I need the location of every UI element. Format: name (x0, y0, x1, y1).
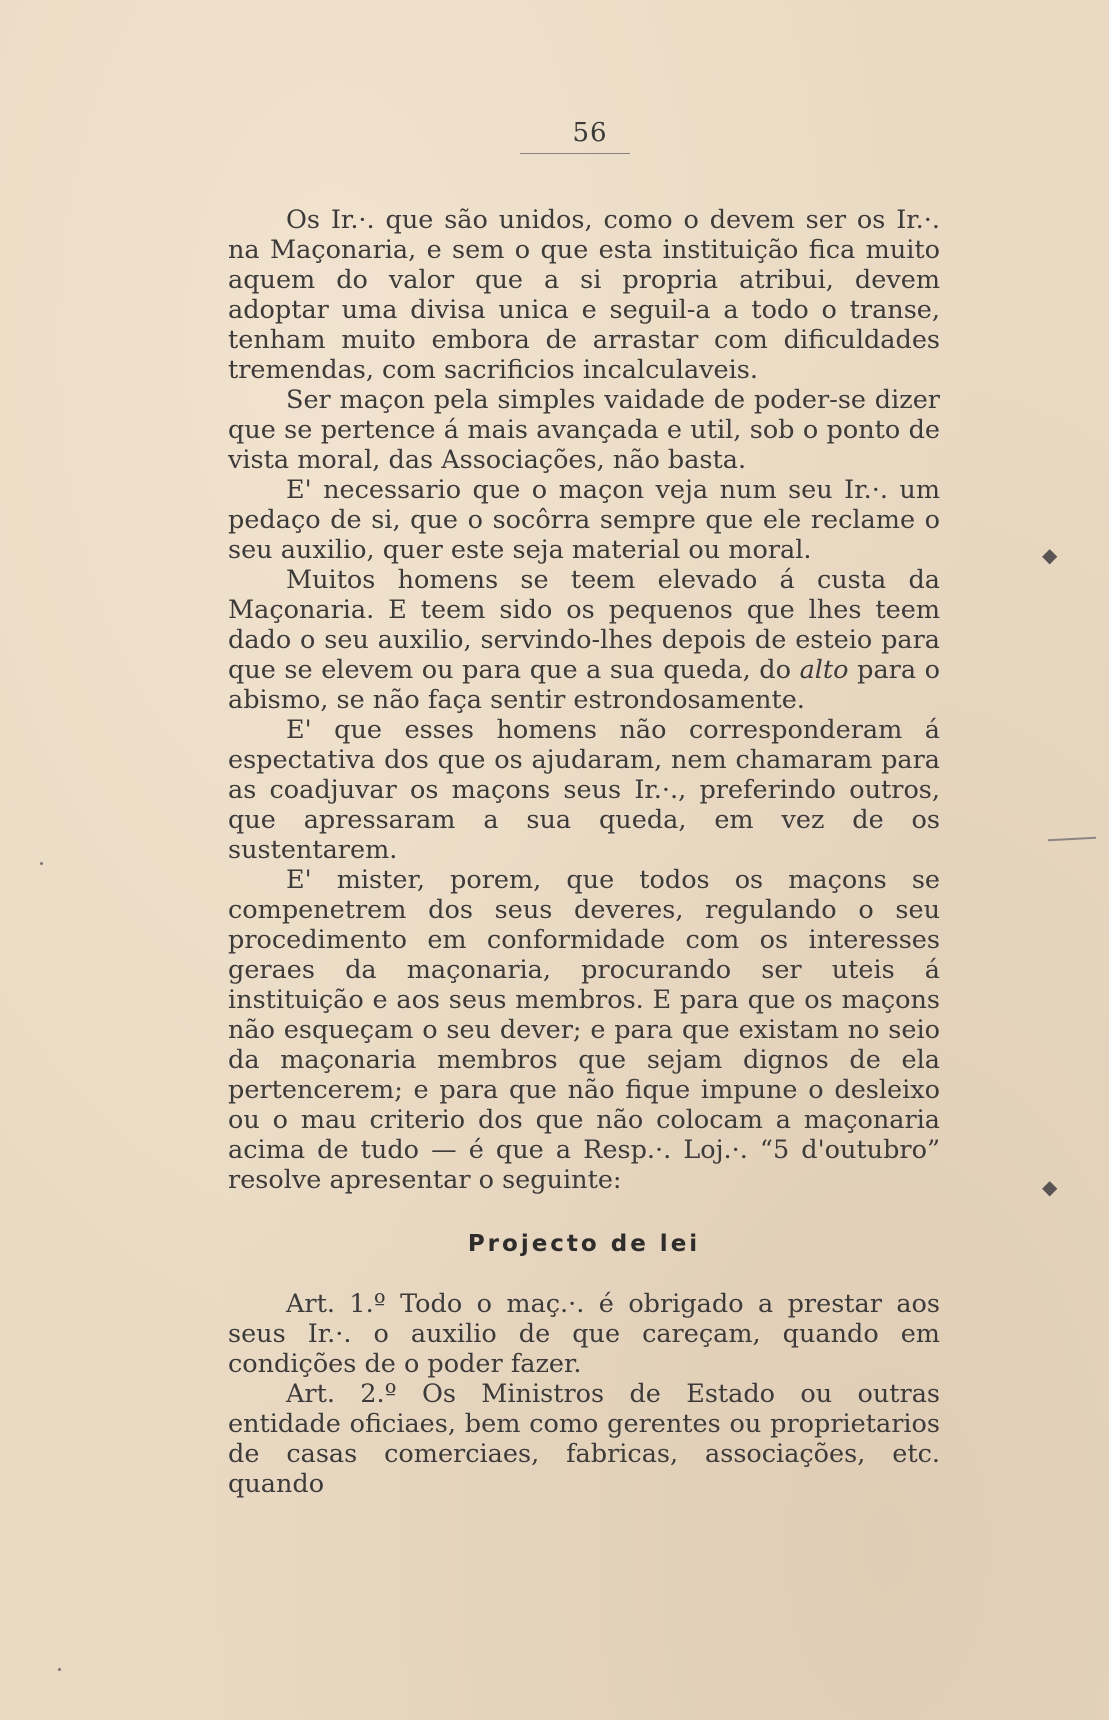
paragraph-3: E' necessario que o maçon veja num seu Ir.·. um pedaço de si, que o socôrra sempre que ele reclame o seu auxilio, quer este seja material ou moral. (228, 475, 940, 565)
margin-diamond-icon: ◆ (1042, 1175, 1058, 1199)
paragraph-4 (228, 565, 940, 715)
paragraph-6: E' mister, porem, que todos os maçons se compenetrem dos seus deveres, regulando o seu procedimento em conformidade com os interesses geraes da maçonaria, procurando ser uteis á instituição e aos seus membros. E para que os maçons não esqueçam o seu dever; e para que existam no seio da maçonaria membros que sejam dignos de ela pertencerem; e para que não fique impune o desleixo ou o mau criterio dos que não colocam a maçonaria acima de tudo — é que a Resp.·. Loj.·. “5 d'outubro” resolve apresentar o seguinte: (228, 865, 940, 1195)
paragraph-4-before: Muitos homens se teem elevado á custa da Maçonaria. E teem sido os pequenos que lhes teem dado o seu auxilio, servindo-lhes depois de esteio para que se elevem ou para que a sua queda, do (228, 565, 940, 685)
body-text (228, 205, 940, 1499)
article-2: Art. 2.º Os Ministros de Estado ou outras entidade oficiaes, bem como gerentes ou proprietarios de casas comerciaes, fabricas, associações, etc. quando (228, 1379, 940, 1499)
articles (228, 1289, 940, 1499)
paragraph-4-after: para o abismo, se não faça sentir estrondosamente. (228, 655, 940, 715)
article-1: Art. 1.º Todo o maç.·. é obrigado a prestar aos seus Ir.·. o auxilio de que careçam, quando em condições de o poder fazer. (228, 1289, 940, 1379)
margin-line (1048, 837, 1096, 842)
header-rule (520, 153, 630, 154)
paragraph-4-emphasis: alto (799, 655, 849, 685)
speck (40, 862, 43, 865)
paragraph-2: Ser maçon pela simples vaidade de poder-se dizer que se pertence á mais avançada e util, sob o ponto de vista moral, das Associações, não basta. (228, 385, 940, 475)
section-heading: Projecto de lei (467, 1231, 701, 1257)
page-number: 56 (572, 118, 608, 148)
speck (58, 1668, 61, 1671)
margin-diamond-icon: ◆ (1042, 543, 1058, 567)
paragraph-5: E' que esses homens não corresponderam á espectativa dos que os ajudaram, nem chamaram para as coadjuvar os maçons seus Ir.·., preferindo outros, que apressaram a sua queda, em vez de os sustentarem. (228, 715, 940, 865)
paragraph-1: Os Ir.·. que são unidos, como o devem ser os Ir.·. na Maçonaria, e sem o que esta instituição fica muito aquem do valor que a si propria atribui, devem adoptar uma divisa unica e seguil-a a todo o transe, tenham muito embora de arrastar com dificuldades tremendas, com sacrificios incalculaveis. (228, 205, 940, 385)
